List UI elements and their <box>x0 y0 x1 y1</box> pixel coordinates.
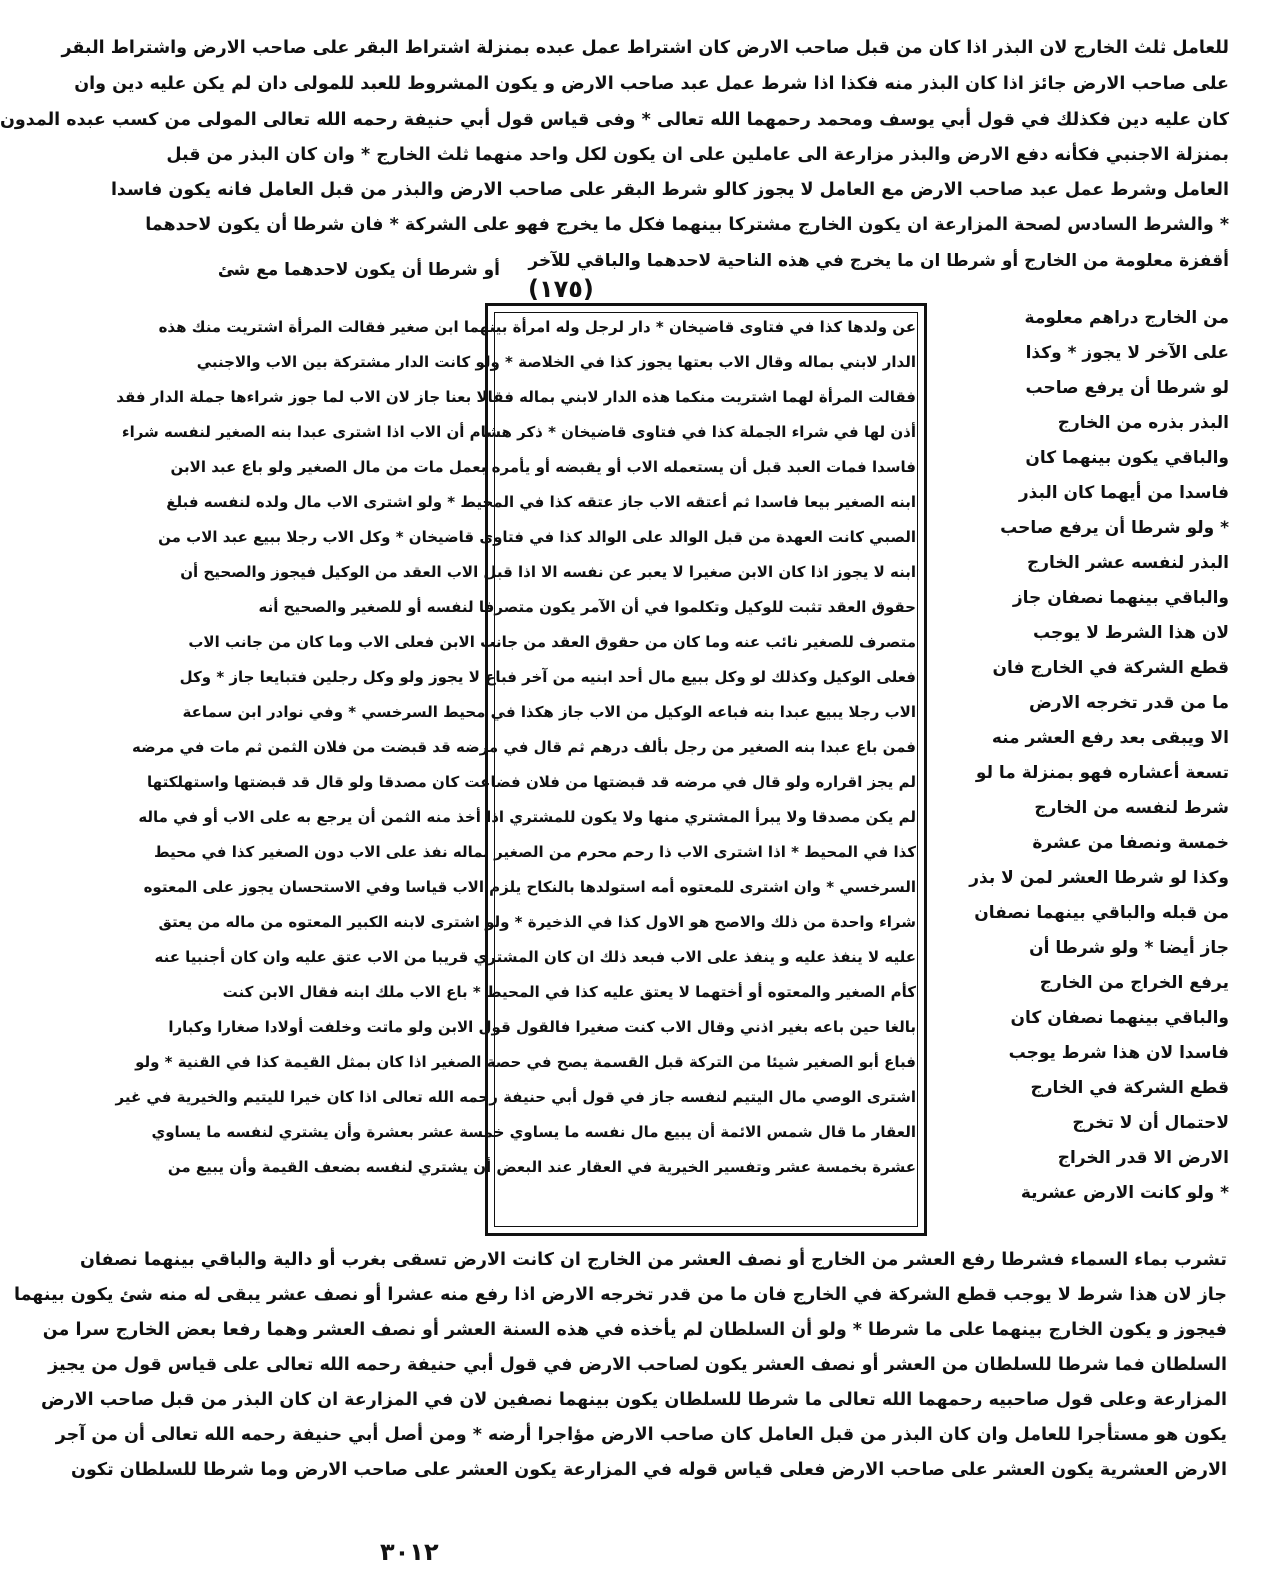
commentary-line: ابنه الصغير بيعا فاسدا ثم أعتقه الاب جاز عتقه كذا في المحيط * ولو اشترى الاب مال ولده لنفسه فبلغ <box>166 493 916 511</box>
commentary-line: السرخسي * وان اشترى للمعتوه أمه استولدها بالنكاح يلزم الاب قياسا وفي الاستحسان يجوز على المعتوه <box>143 878 916 896</box>
top-text-line: كان عليه دين فكذلك في قول أبي يوسف ومحمد رحمهما الله تعالى * وفى قياس قول أبي حنيفة رحمه الله تعالى المولى من كسب عبده المدون <box>0 110 1229 130</box>
bottom-text-line: المزارعة وعلى قول صاحبيه رحمهما الله تعالى ما شرطا للسلطان يكون بينهما نصفين لان في المزارعة ان كان البذر من قبل صاحب الارض <box>40 1390 1227 1410</box>
side-text-line: والباقي بينهما نصفان جاز <box>1012 588 1229 608</box>
top-text-line: للعامل ثلث الخارج لان البذر اذا كان من قبل صاحب الارض كان اشتراط عمل عبده بمنزلة اشتراط البقر على صاحب الارض واشتراط البقر <box>61 38 1229 58</box>
bottom-text-line: فيجوز و يكون الخارج بينهما على ما شرطا * ولو أن السلطان لم يأخذه في هذه السنة العشر أو نصف العشر وهما رفعا بعض الخارج سرا من <box>42 1320 1227 1340</box>
commentary-line: حقوق العقد تثبت للوكيل وتكلموا في أن الآمر يكون متصرفا لنفسه أو للصغير والصحيح أنه <box>258 598 916 616</box>
side-text-line: * ولو كانت الارض عشرية <box>1020 1183 1229 1203</box>
side-text-line: قطع الشركة في الخارج <box>1030 1078 1229 1098</box>
commentary-line: لم يكن مصدقا ولا يبرأ المشتري منها ولا يكون للمشتري اذا أخذ منه الثمن أن يرجع به على الاب أو في ماله <box>138 808 916 826</box>
side-text-line: البذر لنفسه عشر الخارج <box>1026 553 1229 573</box>
side-text-line: لاحتمال أن لا تخرج <box>1072 1113 1229 1133</box>
side-text-line: من الخارج دراهم معلومة <box>1024 308 1229 328</box>
commentary-line: بالغا حين باعه بغير اذني وقال الاب كنت صغيرا فالقول قول الابن ولو ماتت وخلفت أولادا صغارا وكبارا <box>168 1018 916 1036</box>
commentary-line: الصبي كانت العهدة من قبل الوالد على الوالد كذا في فتاوى قاضيخان * وكل الاب رجلا ببيع عبد الاب من <box>158 528 916 546</box>
side-text-line: جاز أيضا * ولو شرطا أن <box>1029 938 1229 958</box>
bottom-text-line: السلطان فما شرطا للسلطان من العشر أو نصف العشر يكون لصاحب الارض في قول أبي حنيفة رحمه الله تعالى على قياس قول من يجيز <box>48 1355 1227 1375</box>
commentary-line: اشترى الوصي مال اليتيم لنفسه جاز في قول أبي حنيفة رحمه الله تعالى اذا كان خيرا لليتيم والخيرية في غير <box>115 1088 916 1106</box>
commentary-line: فاسدا فمات العبد قبل أن يستعمله الاب أو يقبضه أو يأمره بعمل مات من مال الصغير ولو باع عبد الابن <box>170 458 916 476</box>
commentary-line: فباع أبو الصغير شيئا من التركة قبل القسمة يصح في حصة الصغير اذا كان بمثل القيمة كذا في القنية * ولو <box>135 1053 916 1071</box>
commentary-line: شراء واحدة من ذلك والاصح هو الاول كذا في الذخيرة * ولو اشترى لابنه الكبير المعتوه من ماله من يعتق <box>158 913 916 931</box>
commentary-line: العقار ما قال شمس الائمة أن يبيع مال نفسه ما يساوي خمسة عشر بعشرة وأن يشتري لنفسه ما يساوي <box>151 1123 916 1141</box>
side-text-line: خمسة ونصفا من عشرة <box>1032 833 1229 853</box>
side-text-line: فاسدا من أيهما كان البذر <box>1018 483 1229 503</box>
commentary-box <box>115 303 927 1236</box>
side-text-line: والباقي بينهما نصفان كان <box>1010 1008 1229 1028</box>
commentary-line: كأم الصغير والمعتوه أو أختهما لا يعتق عليه كذا في المحيط * باع الاب ملك ابنه فقال الابن كنت <box>222 983 916 1001</box>
side-text-line: الا ويبقى بعد رفع العشر منه <box>991 728 1229 748</box>
commentary-line: عليه لا ينفذ عليه و ينفذ على الاب فبعد ذلك ان كان المشتري قريبا من الاب عتق عليه وان كان أجنبيا عنه <box>154 948 916 966</box>
side-text-line: يرفع الخراج من الخارج <box>1039 973 1229 993</box>
page-number: (١٧٥) <box>528 275 594 303</box>
side-text-line: وكذا لو شرطا العشر لمن لا بذر <box>969 868 1229 888</box>
side-text-line: قطع الشركة في الخارج فان <box>992 658 1229 678</box>
side-text-line: الارض الا قدر الخراج <box>1057 1148 1229 1168</box>
commentary-line: فعلى الوكيل وكذلك لو وكل ببيع مال أحد ابنيه من آخر فباع لا يجوز ولو وكل رجلين فتبايعا جاز * وكل <box>179 668 916 686</box>
top-text-line: على صاحب الارض جائز اذا كان البذر منه فكذا اذا شرط عمل عبد صاحب الارض و يكون المشروط للعبد للمولى دان لم يكن عليه دين وان <box>74 74 1229 94</box>
top-text-line: بمنزلة الاجنبي فكأنه دفع الارض والبذر مزارعة الى عاملين على ان يكون لكل واحد منهما ثلث الخارج * وان كان البذر من قبل <box>166 145 1229 165</box>
side-text-line: والباقي يكون بينهما كان <box>1025 448 1229 468</box>
side-text-line: من قبله والباقي بينهما نصفان <box>974 903 1229 923</box>
side-text-line: لو شرطا أن يرفع صاحب <box>1025 378 1229 398</box>
commentary-line: متصرف للصغير نائب عنه وما كان من حقوق العقد من جانب الابن فعلى الاب وما كان من جانب الاب <box>188 633 916 651</box>
commentary-line: فقالت المرأة لهما اشتريت منكما هذه الدار لابني بماله فقالا بعنا جاز لان الاب لما جوز شراءها جملة الدار فقد <box>116 388 916 406</box>
commentary-line: الاب رجلا يبيع عبدا بنه فباعه الوكيل من الاب جاز هكذا في محيط السرخسي * وفي نوادر ابن سماعة <box>182 703 916 721</box>
side-text-line: على الآخر لا يجوز * وكذا <box>1025 343 1229 363</box>
side-text-line: ما من قدر تخرجه الارض <box>1028 693 1229 713</box>
commentary-line: الدار لابني بماله وقال الاب بعتها يجوز كذا في الخلاصة * ولو كانت الدار مشتركة بين الاب والاجنبي <box>196 353 916 371</box>
commentary-line: عن ولدها كذا في فتاوى قاضيخان * دار لرجل وله امرأة بينهما ابن صغير فقالت المرأة اشتريت منك هذه <box>158 318 916 336</box>
commentary-line: عشرة بخمسة عشر وتفسير الخيرية في العقار عند البعض أن يشتري لنفسه بضعف القيمة وأن يبيع من <box>167 1158 916 1176</box>
commentary-line: أذن لها في شراء الجملة كذا في فتاوى قاضيخان * ذكر هشام أن الاب اذا اشترى عبدا بنه الصغير لنفسه شراء <box>121 423 916 441</box>
side-text-line: تسعة أعشاره فهو بمنزلة ما لو <box>975 763 1229 783</box>
bottom-text-line: تشرب بماء السماء فشرطا رفع العشر من الخارج أو نصف العشر من الخارج ان كانت الارض تسقى بغرب أو دالية والباقي بينهما نصفان <box>79 1250 1227 1270</box>
commentary-line: لم يجز اقراره ولو قال في مرضه قد قبضتها من فلان فضاعت كان مصدقا ولو قال قد قبضتها واستهلكتها <box>147 773 916 791</box>
commentary-line: ابنه لا يجوز اذا كان الابن صغيرا لا يعبر عن نفسه الا اذا قبل الاب العقد من الوكيل فيجوز والصحيح أن <box>180 563 916 581</box>
side-text-line: لان هذا الشرط لا يوجب <box>1033 623 1229 643</box>
folio-number: ٣٠١٢ <box>380 1538 439 1566</box>
top-text-line: العامل وشرط عمل عبد صاحب الارض مع العامل لا يجوز كالو شرط البقر على صاحب الارض والبذر من قبل العامل فانه يكون فاسدا <box>110 180 1229 200</box>
commentary-line: فمن باع عبدا بنه الصغير من رجل بألف درهم ثم قال في مرضه قد قبضت من فلان الثمن ثم مات في مرضه <box>132 738 916 756</box>
side-text-line: البذر بذره من الخارج <box>1057 413 1229 433</box>
side-text-line: * ولو شرطا أن يرفع صاحب <box>1000 518 1229 538</box>
side-text-line: فاسدا لان هذا شرط يوجب <box>1008 1043 1229 1063</box>
side-text-line: شرط لنفسه من الخارج <box>1034 798 1229 818</box>
commentary-line: كذا في المحيط * اذا اشترى الاب ذا رحم محرم من الصغير بماله نفذ على الاب دون الصغير كذا في محيط <box>153 843 916 861</box>
bottom-text-line: جاز لان هذا شرط لا يوجب قطع الشركة في الخارج فان ما من قدر تخرجه الارض اذا رفع منه عشرا أو نصف عشر يبقى له منه شئ يكون بينهما <box>14 1285 1227 1305</box>
top-text-line-right: أقفزة معلومة من الخارج أو شرطا ان ما يخرج في هذه الناحية لاحدهما والباقي للآخر <box>528 251 1229 271</box>
top-text-line: * والشرط السادس لصحة المزارعة ان يكون الخارج مشتركا بينهما فكل ما يخرج فهو على الشركة * فان شرطا أن يكون لاحدهما <box>145 215 1229 235</box>
bottom-text-line: الارض العشرية يكون العشر على صاحب الارض فعلى قياس قوله في المزارعة يكون العشر على صاحب الارض وما شرطا للسلطان تكون <box>71 1460 1227 1480</box>
bottom-text-line: يكون هو مستأجرا للعامل وان كان البذر من قبل العامل كان صاحب الارض مؤاجرا أرضه * ومن أصل أبي حنيفة رحمه الله تعالى أن من آجر <box>55 1425 1227 1445</box>
top-text-line-left: أو شرطا أن يكون لاحدهما مع شئ <box>217 260 500 280</box>
